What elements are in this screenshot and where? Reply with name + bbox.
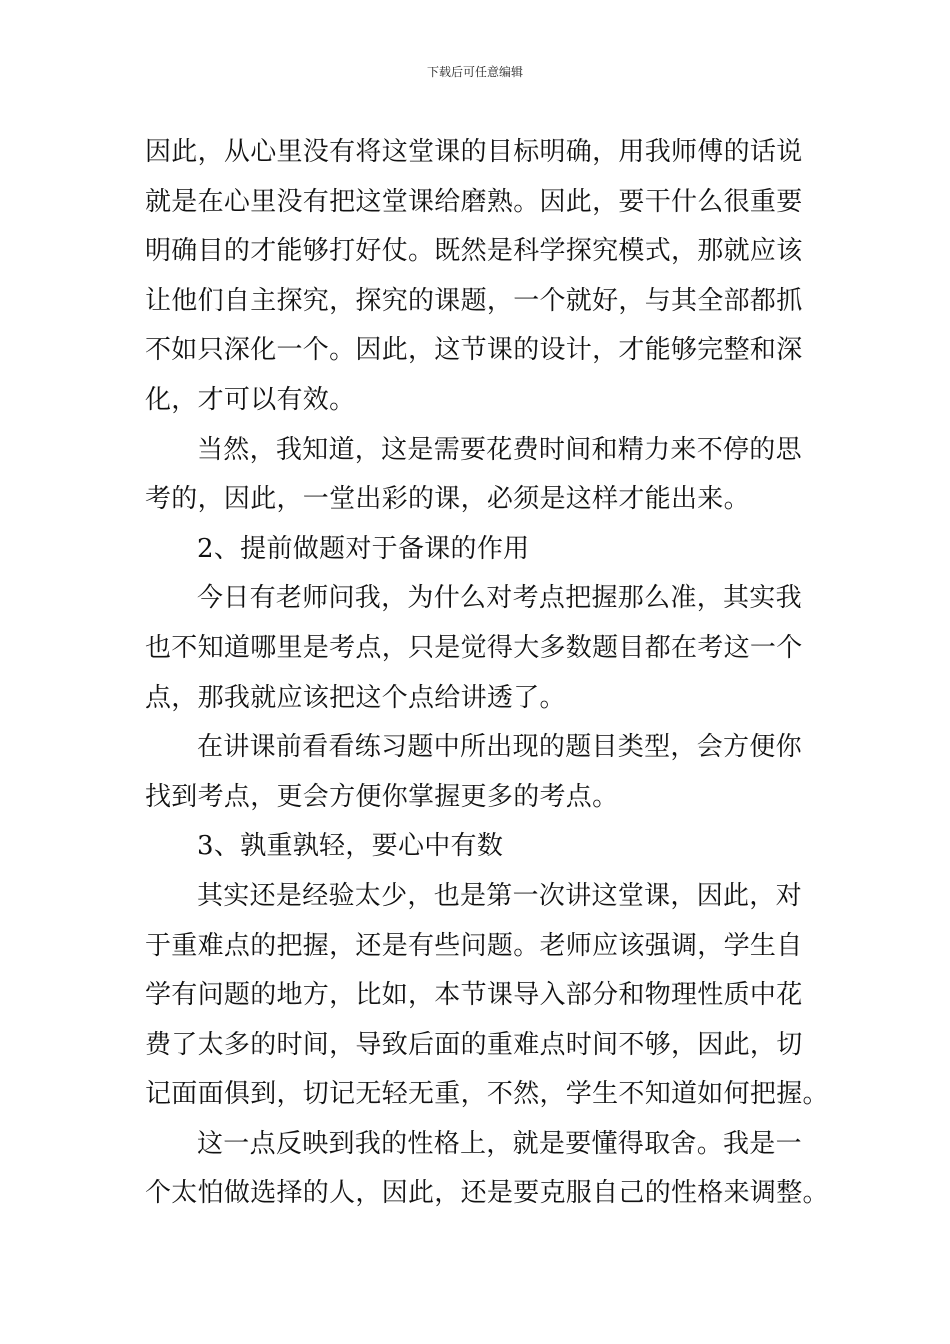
text-line: 学有问题的地方，比如，本节课导入部分和物理性质中花 (145, 980, 803, 1011)
text-line: 因此，从心里没有将这堂课的目标明确，用我师傅的话说 (145, 137, 803, 167)
text-line: 明确目的才能够打好仗。既然是科学探究模式，那就应该 (145, 236, 803, 267)
text-line: 不如只深化一个。因此，这节课的设计，才能够完整和深 (145, 335, 803, 366)
section-heading: 2、提前做题对于备课的作用 (197, 533, 530, 564)
text-line: 找到考点，更会方便你掌握更多的考点。 (145, 781, 619, 812)
text-line: 点，那我就应该把这个点给讲透了。 (145, 682, 566, 713)
document-body (145, 128, 829, 1219)
paragraph-start-line: 当然，我知道，这是需要花费时间和精力来不停的思 (197, 434, 802, 465)
text-line: 考的，因此，一堂出彩的课，必须是这样才能出来。 (145, 484, 750, 515)
text-line: 化，才可以有效。 (145, 384, 356, 415)
page-header: 下载后可任意编辑 (426, 65, 523, 79)
text-line: 个太怕做选择的人，因此，还是要克服自己的性格来调整。 (145, 1178, 829, 1209)
paragraph-start-line: 今日有老师问我，为什么对考点把握那么准，其实我 (197, 583, 802, 614)
text-line: 就是在心里没有把这堂课给磨熟。因此，要干什么很重要 (145, 186, 803, 217)
paragraph-start-line: 这一点反映到我的性格上，就是要懂得取舍。我是一 (197, 1128, 802, 1159)
text-line: 让他们自主探究，探究的课题，一个就好，与其全部都抓 (145, 285, 803, 316)
paragraph-start-line: 在讲课前看看练习题中所出现的题目类型，会方便你 (197, 732, 802, 763)
paragraph-start-line: 其实还是经验太少，也是第一次讲这堂课，因此，对 (197, 880, 802, 911)
text-line: 费了太多的时间，导致后面的重难点时间不够，因此，切 (145, 1029, 803, 1060)
text-line: 记面面俱到，切记无轻无重，不然，学生不知道如何把握。 (145, 1079, 829, 1110)
text-line: 也不知道哪里是考点，只是觉得大多数题目都在考这一个 (145, 632, 803, 663)
text-line: 于重难点的把握，还是有些问题。老师应该强调，学生自 (145, 930, 803, 961)
section-heading: 3、孰重孰轻，要心中有数 (197, 831, 504, 862)
